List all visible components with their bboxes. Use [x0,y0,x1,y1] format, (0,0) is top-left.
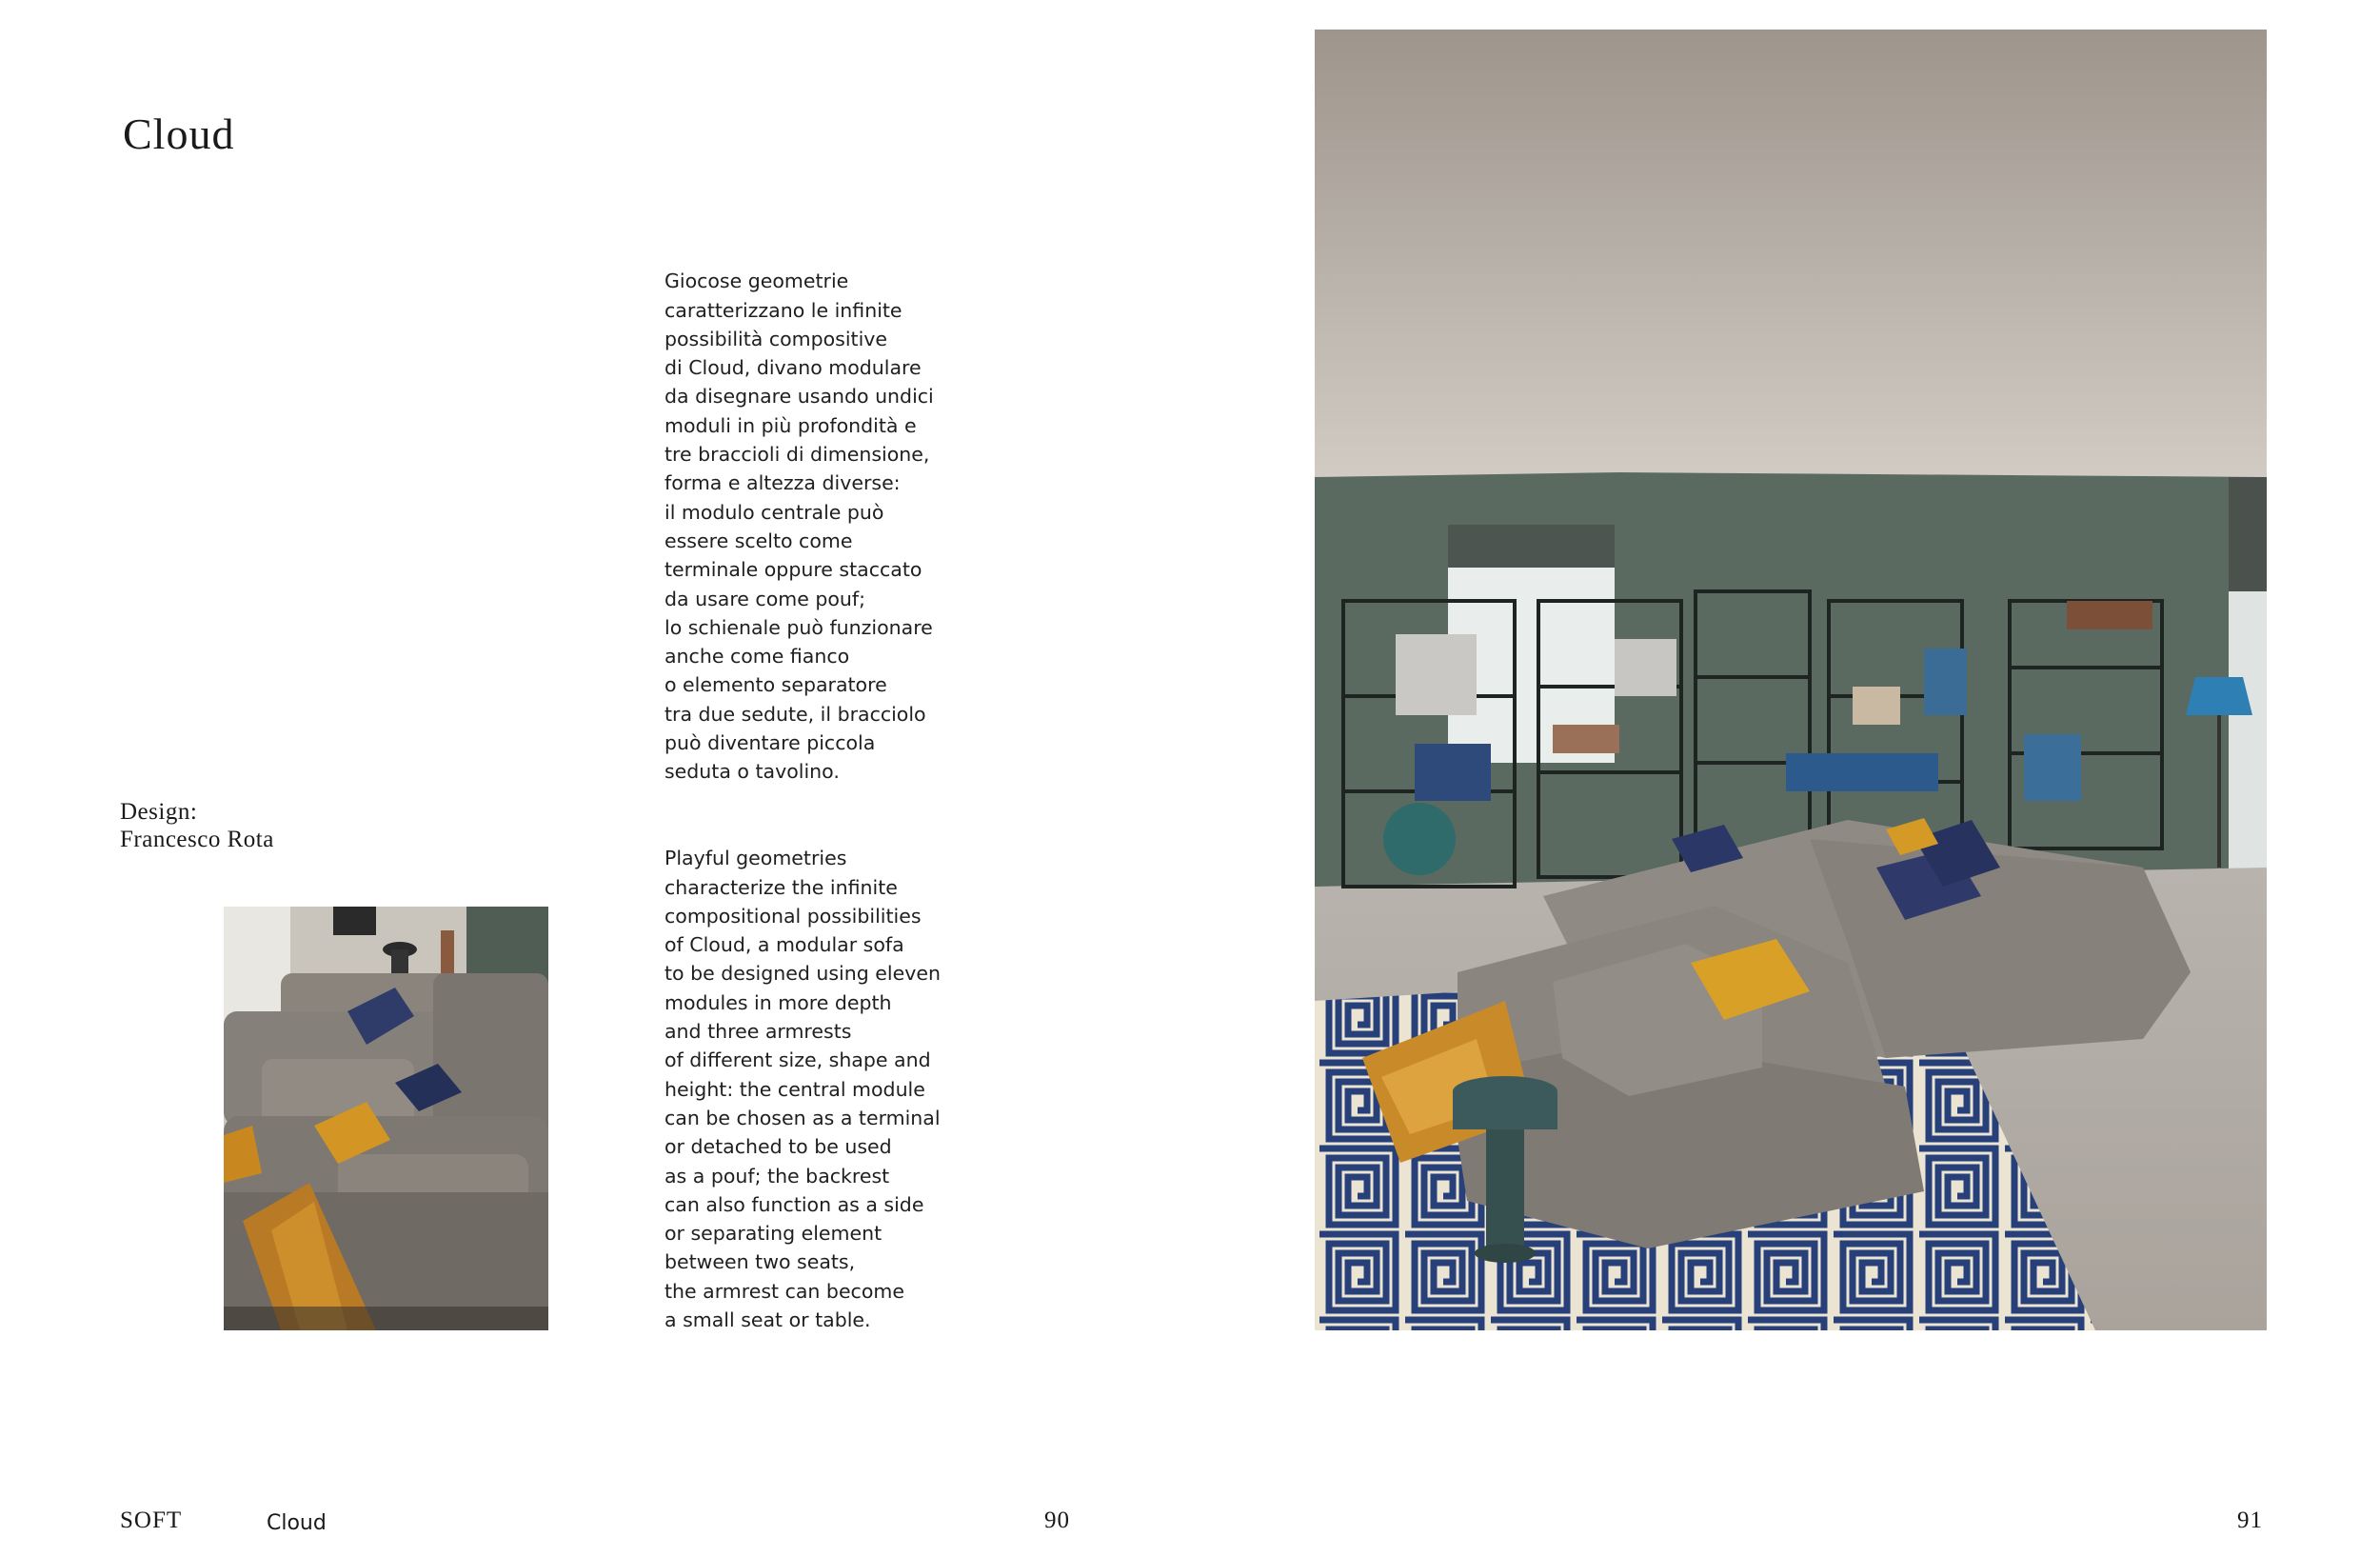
footer-brand: SOFT [120,1507,183,1533]
product-description [664,238,950,1364]
design-label: Design: [120,799,198,825]
living-room-photo [1315,30,2267,1330]
designer-name: Francesco Rota [120,827,274,852]
sofa-detail-photo [224,907,548,1330]
page-number-right: 91 [2237,1507,2263,1533]
description-english: Playful geometries characterize the infinite compositional possibilities of Cloud, a modular sofa to be designed using eleven modules in more depth and three armrests of different size, shape and height: the central module can be chosen as a terminal or detached to be used as a pouf; the backrest can also function as a side or separating element between two seats, the armrest can become a small seat or table. [664,847,941,1331]
design-credit [120,798,274,853]
page-number-left: 90 [1044,1507,1070,1533]
description-italian: Giocose geometrie caratterizzano le infinite possibilità compositive di Cloud, divano modulare da disegnare usando undici moduli in più profondità e tre braccioli di dimensione, forma e altezza diverse: il modulo centrale può essere scelto come terminale oppure staccato da usare come pouf; lo schienale può funzionare anche come fianco o elemento separatore tra due sedute, il bracciolo può diventare piccola seduta o tavolino. [664,269,934,784]
page-title: Cloud [123,110,235,158]
footer-section: Cloud [267,1511,327,1535]
